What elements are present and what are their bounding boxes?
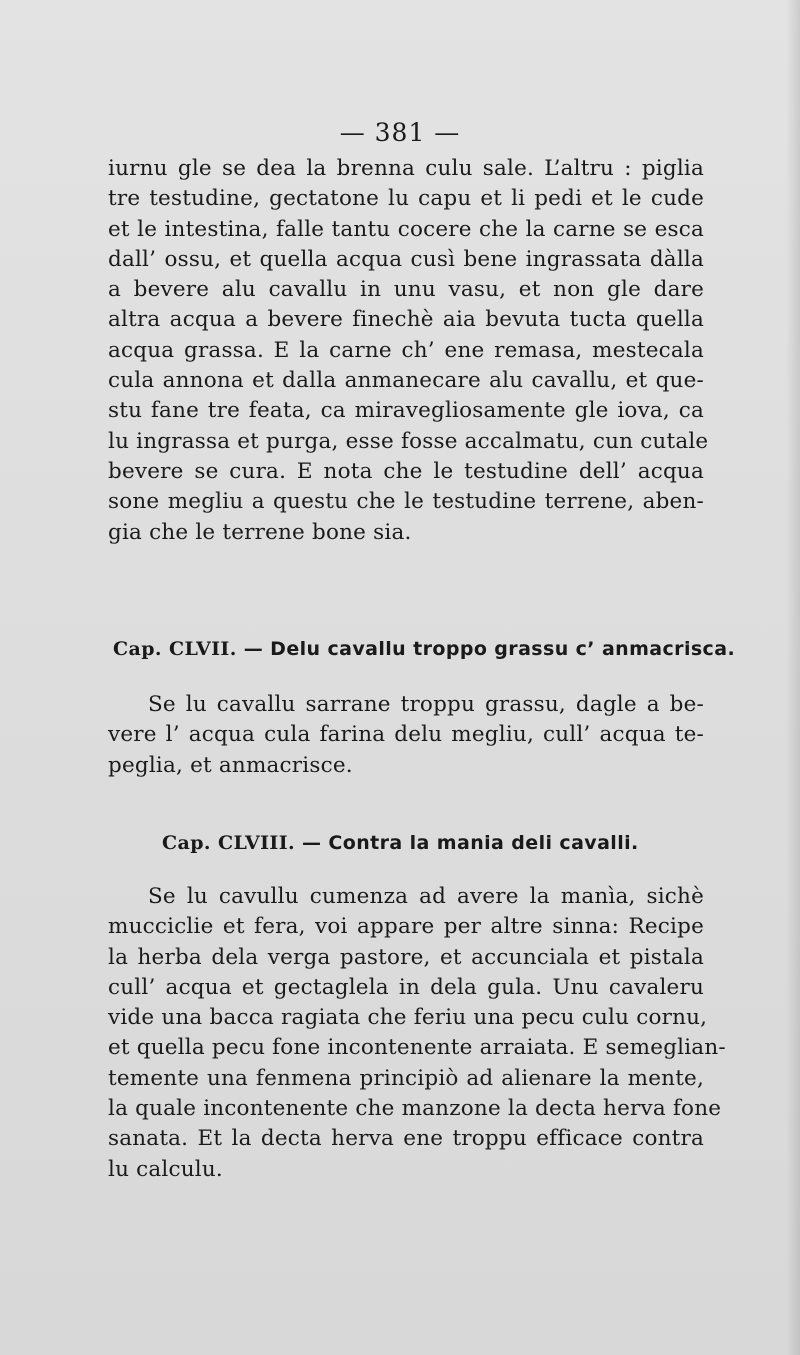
paragraph-continuation [108, 154, 709, 548]
text-line: altra acqua a bevere finechè aia bevuta tucta quella [108, 307, 704, 333]
text-line: peglia, et anmacrisce. [108, 752, 353, 778]
text-line: la quale incontenente che manzone la decta herva fone [108, 1096, 722, 1122]
text-line: acqua grassa. E la carne ch’ ene remasa, mestecala [108, 337, 704, 363]
text-line: sone megliu a questu che le testudine terrene, aben- [108, 489, 704, 515]
text-line: Se lu cavallu sarrane troppu grassu, dagle a be- [148, 692, 704, 717]
text-line: gia che le terrene bone sia. [108, 519, 412, 545]
chapter-heading-157 [113, 638, 735, 660]
chapter-157-text [108, 690, 704, 781]
text-line: vide una bacca ragiata che feriu una pecu culu cornu, [108, 1005, 708, 1031]
chapter-title: — Delu cavallu troppo grassu c’ anmacrisca. [243, 638, 736, 660]
page-number: — 381 — [339, 118, 461, 147]
chapter-heading-158 [162, 832, 639, 854]
text-line: stu fane tre feata, ca miravegliosamente gle iova, ca [108, 398, 704, 424]
text-line: et quella pecu fone incontenente arraiata. E semeglian- [108, 1035, 726, 1061]
text-line: et le intestina, falle tantu cocere che la carne se esca [108, 216, 704, 242]
text-line: la herba dela verga pastore, et accunciala et pistala [108, 944, 704, 970]
text-line: vere l’ acqua cula farina delu megliu, cull’ acqua te- [108, 722, 704, 748]
text-line: cula annona et dalla anmanecare alu cavallu, et que- [108, 368, 704, 394]
page-edge-shadow [786, 0, 800, 1355]
chapter-158-text [108, 882, 726, 1185]
text-line: lu calculu. [108, 1156, 223, 1182]
text-line: tre testudine, gectatone lu capu et li pedi et le cude [108, 186, 704, 212]
chapter-label: Cap. CLVIII. [162, 832, 295, 854]
text-line: dall’ ossu, et quella acqua cusì bene ingrassata dàlla [108, 246, 704, 272]
text-line: a bevere alu cavallu in unu vasu, et non gle dare [108, 277, 704, 303]
text-line: cull’ acqua et gectaglela in dela gula. Unu cavaleru [108, 974, 704, 1000]
text-line: sanata. Et la decta herva ene troppu efficace contra [108, 1126, 704, 1152]
text-line: mucciclie et fera, voi appare per altre sinna: Recipe [108, 914, 704, 940]
text-line: lu ingrassa et purga, esse fosse accalmatu, cun cutale [108, 428, 709, 454]
text-line: Se lu cavullu cumenza ad avere la manìa, sichè [148, 884, 704, 909]
text-line: bevere se cura. E nota che le testudine dell’ acqua [108, 458, 704, 484]
text-line: iurnu gle se dea la brenna culu sale. L’altru : piglia [108, 156, 704, 181]
chapter-title: — Contra la mania deli cavalli. [302, 832, 639, 854]
chapter-label: Cap. CLVII. [113, 638, 237, 660]
text-line: temente una fenmena principiò ad alienare la mente, [108, 1065, 704, 1091]
